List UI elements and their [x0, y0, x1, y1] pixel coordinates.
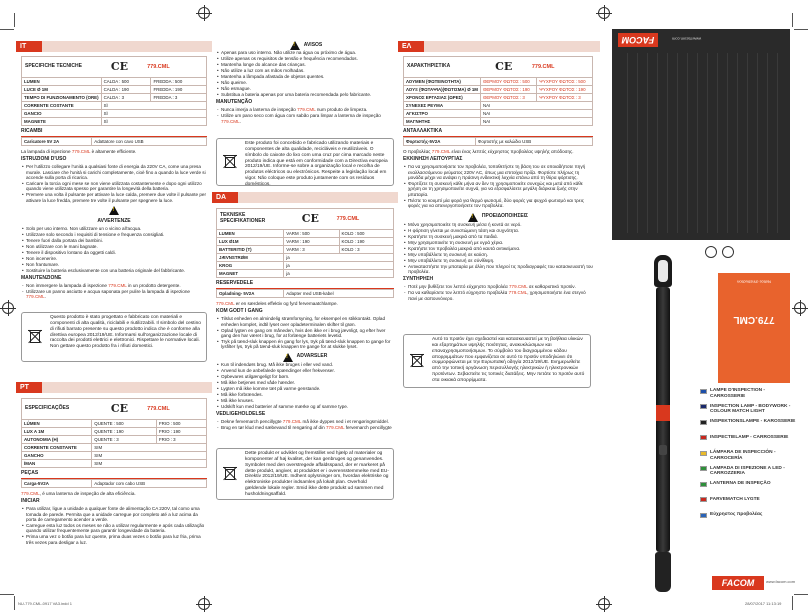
pt-spare-title: PEÇAS: [21, 471, 207, 479]
da-spec-header: [216, 208, 394, 229]
pt-maint-title: MANUTENÇÃO: [216, 99, 253, 106]
el-model: 779.CML: [531, 63, 555, 70]
list-item: LÁMPARA DE INSPECCIÓN - CARROCERÍA: [700, 450, 800, 466]
table-row: GANCHO SIM: [22, 452, 207, 460]
pt-delivered: 779.CML, é uma lanterna de inspeção de alta eficiência.: [21, 490, 136, 496]
list-item: INSPECTION LAMP - BODYWORK - COLOUR MATCH LIGHT: [700, 404, 800, 420]
table-row: LUX Ø1M VARM : 190 KOLD : 190: [217, 238, 394, 246]
lang-tab-it: IT: [16, 41, 42, 52]
warning-icon: [109, 206, 119, 215]
lang-tab-da: DA: [212, 192, 238, 203]
list-item: • Πιέστε το κουμπί μία φορά για θερμό φωτισμό, δύο φορές για ψυχρό φωτισμό και τρεις φορές για να απενεργοποιήσετε τον προβολέα.: [403, 198, 593, 209]
registration-mark-icon: [598, 7, 610, 19]
el-spare-title: ΑΝΤΑΛΛΑΚΤΙΚΑ: [403, 129, 593, 137]
facom-logo-small: FACOM: [618, 33, 658, 47]
da-delivered: 779.CML er en særdeles effektiv og fyrd fervemaatchlampe.: [216, 300, 338, 306]
list-item: • Για να χρησιμοποιήσετε τον προβολέα, τοποθετήστε τη βάση του σε οποιαδήποτε πηγή εναλλασσόμενου ρεύματος 220V AC, όπως μια επιτοίχια πρίζα. Φορτίστε πλήρως τη μονάδα μέχρι να ανάψει η πράσινη ενδεικτική λυχνία επάνω από τη θύρα φόρτισης.: [403, 164, 593, 180]
list-item: - Nunca imerja a lanterna de inspeção 779.CML num produto de limpeza.: [216, 107, 396, 112]
list-item: • Φορτίζετε τη συσκευή κάθε μήνα αν δεν τη χρησιμοποιείτε συνεχώς και μετά από κάθε χρήση αν τη χρησιμοποιείτε συχνά, για να εξασφαλίσετε μεγάλη διάρκεια ζωής στην μπαταρία.: [403, 181, 593, 197]
it-column: [21, 56, 207, 306]
footer-file: NU-779.CML-0917 VA3.indd 1: [18, 601, 72, 606]
list-item: • Apenas para uso interno. Não utilize na água ou próximo de água.: [216, 50, 396, 55]
list-item: • Utilizzare solo secondo i requisiti di tensione e frequenza consigliati.: [21, 232, 207, 237]
table-row: JÆVNSTRØM ja: [217, 254, 394, 262]
da-spec-title: TEKNISKE SPECIFIKATIONER: [220, 212, 266, 224]
table-row: LUMEN VARM : 500 KOLD : 500: [217, 230, 394, 238]
el-spec-table: [403, 77, 593, 126]
list-item: • Tenere fuori dalla portata dei bambini.: [21, 238, 207, 243]
da-maint-title: VEDLIGEHOLDELSE: [216, 411, 266, 418]
safety-icon: [705, 246, 717, 258]
crossed-bin-icon: [223, 466, 237, 482]
lang-bar: [16, 382, 212, 393]
pt-spec-title: ESPECIFICAÇÕES: [25, 405, 70, 412]
list-item: • Oplad lygten en gang om måneden, hvis den ikke er i brug jævnligt, og efter hver gang den har været i brug, for at forlænge batteriets levetid.: [216, 328, 394, 339]
el-recycle-text: Αυτό το προϊόν έχει σχεδιαστεί και κατασκευαστεί με τη βοήθεια υλικών και εξαρτημάτων υψηλής ποιότητας, ανακυκλώσιμων και επαναχρησιμοποιήσιμων. Το σύμβολο του διαγραμμένου κάδου απορριμμάτων που εμφανίζεται σε αυτό το προϊόν υποδηλώνει ότι συμμορφώνεται με την Ευρωπαϊκή οδηγία 2012/19/UE. Ενημερωθείτε από την τοπική οργάνωση περισυλλογής ηλεκτρικών ή ηλεκτρονικών προϊόντων. Σεβαστείτε τις τοπικές διατάξεις. Μην πετάτε το προϊόν αυτό στα οικιακά απορρίμματα.: [432, 337, 585, 383]
flag-icon: [700, 482, 707, 487]
list-item: • Κρατήστε τη συσκευή μακριά από τα παιδιά.: [403, 234, 593, 239]
it-model: 779.CML: [147, 63, 170, 70]
it-recycle-text: Questo prodotto è stato progettato e fabbricato con materiali e componenti di alta qualità, riciclabili e riutilizzabili. Il simbolo del cestino di rifiuti barrato presente su questo prodotto indica che è conforme alla direttiva europea 2012/19/UE. Informarsi sull'organizzazione locale di raccolta dei prodotti elettrici e elettronici. Rispettare le normative locali. Non gettare questo prodotto fra i rifiuti domestici.: [50, 315, 201, 350]
el-spare-table: [403, 137, 593, 146]
da-recycle-box: [216, 448, 394, 500]
registration-mark-icon: [2, 302, 14, 314]
list-item: • Lygten må ikke komme tæt på varme genstande.: [216, 386, 394, 391]
list-item: • Non frantumare.: [21, 262, 207, 267]
list-item: LAMPADA DI ISPEZIONE A LED - CARROZZERIA: [700, 466, 800, 482]
list-item: - Utilize um pano seco com água com sabão para limpar a lanterna de inspeção 779.CML.: [216, 113, 396, 124]
list-item: • Κρατήστε τον προβολέα μακριά από καυτά αντικείμενα.: [403, 246, 593, 251]
list-item: • Må ikke knuses.: [216, 398, 394, 403]
list-item: • Μην χρησιμοποιείτε τη συσκευή με υγρά χέρια.: [403, 240, 593, 245]
list-item: - Ποτέ μην βυθίζετε τον λεπτό εύχρηστο προβολέα 779.CML σε καθαριστικό προϊόν.: [403, 284, 593, 289]
list-item: FARVEMATCH LYGTE: [700, 497, 800, 513]
da-warn-title: ADVARSLER: [296, 353, 328, 360]
list-item: • Não utilize a luz com as mãos molhadas.: [216, 68, 396, 73]
list-item: • Μην υποβάλλετε τη συσκευή σε καύση.: [403, 252, 593, 257]
cover-address-panel: [612, 29, 790, 240]
flag-icon: [700, 466, 707, 471]
it-spec-title: SPECIFICHE TECNICHE: [25, 63, 82, 70]
list-item: • Premere una volta il pulsante per attivare la luce calda, premere due volte il pulsante per attivare la luce fredda, premere tre volte il pulsante per spegnere la luce.: [21, 192, 207, 203]
el-column: [403, 56, 593, 326]
list-item: • Μόνο χρησιμοποιείτε τη συσκευή μέσα ή κοντά σε νερό.: [403, 222, 593, 227]
table-row: Opladning- 5V2A Adapter med USB-kabel: [217, 289, 394, 297]
it-warn-title: AVVERTENZE: [97, 217, 131, 224]
table-row: ΛΟΥΞ (ΦΩΤΑΨΙΑ)(ΦΩΤΙΣΜΑ) Ø 1M ΘΕΡΜΟΥ ΦΩΤΟΣ : 190 ΨΥΧΡΟΥ ΦΩΤΟΣ : 190: [404, 86, 593, 94]
list-item: • Opbevares utilgængeligt for børn.: [216, 374, 394, 379]
safety-icon: [722, 246, 734, 258]
registration-mark-icon: [794, 302, 806, 314]
da-instr-title: KOM GODT I GANG: [216, 308, 263, 315]
el-spec-header: [403, 56, 593, 77]
pt-instr-title: INICIAR: [21, 498, 40, 505]
el-instr-title: ΕΚΚΙΝΗΣΗ ΛΕΙΤΟΥΡΓΙΑΣ: [403, 156, 463, 163]
registration-mark-icon: [198, 598, 210, 610]
list-item: • Udskift kun med batterier af samme mærke og af samme type.: [216, 404, 394, 409]
flag-icon: [700, 497, 707, 502]
lang-tab-el: ΕΛ: [398, 41, 424, 52]
flag-icon: [700, 420, 707, 425]
table-row: MAGNETE SÌ: [22, 118, 207, 126]
list-item: - Brug en tør klud med sæbevand til rengøring af din 779.CML fervemarch pencillygte: [216, 425, 394, 430]
list-item: - Για να καθαρίσετε τον λεπτό εύχρηστο προβολέα 779.CML, χρησιμοποιήστε ένα στεγνό πανί με σαπουνόνερο.: [403, 290, 593, 301]
da-column: [216, 208, 394, 448]
list-item: • Solo per uso interno. Non utilizzare un o vicino all'acqua.: [21, 226, 207, 231]
el-delivered: Ο προβολέας 779.CML είναι ένας λεπτός εύχρηστος προβολέας υψηλής απόδοσης.: [403, 148, 574, 154]
table-row: ΧΡΟΝΟΣ ΕΡΓΑΣΙΑΣ (ΩΡΕΣ) ΘΕΡΜΟΥ ΦΩΤΟΣ : 3 ΨΥΧΡΟΥ ΦΩΤΟΣ : 3: [404, 94, 593, 102]
list-item: INSPEKTIONSLAMPE - KAROSSERIE: [700, 419, 800, 435]
table-row: GANCIO SÌ: [22, 110, 207, 118]
list-item: • Tryk på tænd-sluk knappen én gang for lys, tryk på tænd-sluk knappen to gange for lysfilter lys, tryk på tænd-sluk knappen tre gange for at slukke lyset.: [216, 339, 394, 350]
warning-icon: [290, 41, 300, 50]
list-item: • Non incenerire.: [21, 256, 207, 261]
product-list: [700, 388, 800, 528]
table-row: ÍMAN SIM: [22, 460, 207, 468]
da-recycle-text: Dette produkt er udviklet og fremstillet ved hjælp af materialer og komponenter af høj kvalitet, der kan genbruges og genanvendes. Symbolet med den overstregede affaldsspand, der er markeret på dette produkt, angiver, at produktet er i overensstemmelse med EU-Direktiv 2012/19/UE. Indhent oplysninger om, hvordan elektriske og elektroniske produkter indsamles på lokalt plan. Overhold gældende lokale regler. Smid ikke dette produkt ud sammen med husholdningsaffald.: [245, 451, 389, 497]
table-row: KROG ja: [217, 262, 394, 270]
lang-tab-pt: PT: [16, 382, 42, 393]
table-row: Φορτιστής-5V2A Φορτιστής με καλώδιο USB: [404, 137, 593, 145]
el-recycle-box: [403, 334, 591, 388]
it-spec-header: [21, 56, 207, 77]
list-item: • Caricare la torcia ogni mese se non viene utilizzata costantemente e dopo ogni utilizzo quando viene utilizzata spesso per garantire la longevità della batteria.: [21, 181, 207, 192]
list-item: • Mantenha longe do alcance das crianças.: [216, 62, 396, 67]
registration-mark-icon: [198, 7, 210, 19]
lang-bar: [16, 41, 212, 52]
crossed-bin-icon: [28, 329, 42, 345]
table-row: MAGNET ja: [217, 270, 394, 278]
el-warn-title: ΠΡΟΕΙΔΟΠΟΙΗΣΕΙΣ: [481, 213, 529, 220]
table-row: ΛΟΥΜΕΝ (ΦΩΤΕΙΝΟΤΗΤΑ) ΘΕΡΜΟΥ ΦΩΤΟΣ : 500 ΨΥΧΡΟΥ ΦΩΤΟΣ : 500: [404, 78, 593, 86]
da-spare-title: RESERVEDELE: [216, 281, 394, 289]
list-item: • Anvend kun de anbefalede spændinger eller frekvenser.: [216, 368, 394, 373]
list-item: • Não queime.: [216, 80, 396, 85]
list-item: - Utilizzare un panno asciutto e acqua saponata per pulire la lampada di ispezione 779.CML.: [21, 289, 207, 300]
list-item: • Per l'utilizzo collegare l'unità a qualsiasi fonte di energia da 220V CA, come una presa murale. Lasciare che l'unità si carichi completamente, cioè fino a quando la luce verde si accende sulla porta di ricarica.: [21, 164, 207, 180]
flag-icon: [700, 404, 707, 409]
list-item: • Para utilizar, ligue a unidade a qualquer fonte de alimentação CA 220V, tal como uma tomada de parede. Permita que a unidade carregue por completo até a luz acima da porta de carregamento acender a verde.: [21, 506, 207, 522]
ce-mark-icon: CE: [495, 59, 513, 73]
list-item: • Não esmague.: [216, 86, 396, 91]
list-item: • Tenere il dispositivo lontano da oggetti caldi.: [21, 250, 207, 255]
crossed-bin-icon: [410, 353, 424, 369]
pt-recycle-text: Este produto foi concebido e fabricado utilizando materiais e componentes de alta qualidade, recicláveis e reutilizáveis. O símbolo do caixote do lixo com uma cruz por cima marcado neste produto indica que está em conformidade com a Directiva europeia 2012/19/UE. Informe-se sobre a organização local e recolha de produtos eléctricos ou electrónicos. Respeite a legislação local em vigor. Não coloque este produto juntamente com os resíduos domésticos.: [245, 141, 388, 187]
list-item: • Μην υποβάλλετε τη συσκευή σε σύνθλιψη.: [403, 258, 593, 263]
table-row: LUCE Ø 1M CALDA : 190 FREDDA : 190: [22, 86, 207, 94]
flag-icon: [700, 435, 707, 440]
list-item: - Non immergere la lampada di ispezione 779.CML in un prodotto detergente.: [21, 283, 207, 288]
list-item: • Non utilizzare con le mani bagnate.: [21, 244, 207, 249]
table-row: AUTONOMIA (H) QUENTE : 3 FRIO : 3: [22, 436, 207, 444]
cover-website: www.facom.com: [672, 36, 702, 42]
list-item: • Sostituire la batteria esclusivamente con una batteria originale del fabbricante.: [21, 268, 207, 273]
it-spare-title: RICAMBI: [21, 129, 207, 137]
table-row: Caricatore 5V 2A Adattatore con cavo USB: [22, 137, 207, 145]
table-row: LÚMEN QUENTE : 500 FRIO : 500: [22, 420, 207, 428]
list-item: • Substitua a bateria apenas por uma bateria recomendada pelo fabricante.: [216, 92, 396, 97]
table-row: CORRENTE COSTANTE SÌ: [22, 102, 207, 110]
ce-mark-icon: CE: [110, 401, 129, 415]
cover-website-bottom: www.facom.com: [766, 579, 796, 584]
ce-mark-icon: CE: [110, 59, 129, 73]
list-item: • Mantenha a lâmpada afastada de objetos quentes.: [216, 74, 396, 79]
footer-date: 28/07/2017 11:13:19: [745, 601, 782, 606]
facom-logo: FACOM: [712, 576, 764, 590]
it-recycle-box: [21, 312, 207, 362]
pt-recycle-box: [216, 138, 394, 186]
table-row: ΑΓΚΙΣΤΡΟ ΝΑΙ: [404, 110, 593, 118]
cover-notice: Notice d'instruction: [737, 279, 771, 285]
it-instr-title: ISTRUZIONI D'USO: [21, 156, 67, 163]
list-item: LANTERNA DE INSPEÇÃO: [700, 481, 800, 497]
cover-model: 779.CML: [733, 313, 775, 325]
cover-orange-badge: [718, 273, 790, 383]
lang-bar: [398, 41, 600, 52]
warning-icon: [468, 213, 478, 222]
list-item: • Carregue esta luz todos os meses se não a utilizar regularmente e após cada utilização quando utilizar frequentemente para garantir longevidade da bateria.: [21, 523, 207, 534]
lang-bar: [212, 192, 398, 203]
flag-icon: [700, 451, 707, 456]
crossed-bin-icon: [223, 154, 237, 170]
table-row: ΣΥΝΕΧΕΣ ΡΕΥΜΑ ΝΑΙ: [404, 102, 593, 110]
list-item: INSPECTIELAMP - CARROSSERIE: [700, 435, 800, 451]
flag-icon: [700, 513, 707, 518]
list-item: • Αντικαταστήστε την μπαταρία με άλλη που πληροί τις προδιαγραφές του κατασκευαστή του προβολέα.: [403, 264, 593, 275]
table-row: LUMEN CALDA : 500 FREDDA : 500: [22, 78, 207, 86]
list-item: • Må ikke betjenes med våde hænder.: [216, 380, 394, 385]
da-spec-table: [216, 229, 394, 278]
it-delivered: La lampada di ispezione 779.CML è altamente efficiente.: [21, 148, 137, 154]
address-columns: [618, 53, 784, 233]
list-item: • Utilize apenas os requisitos de tensão e frequência recomendados.: [216, 56, 396, 61]
pt-warn-title: AVISOS: [303, 41, 323, 48]
table-row: ΜΑΓΝΗΤΗΣ ΝΑΙ: [404, 118, 593, 126]
flag-icon: [700, 389, 707, 394]
el-spec-title: ΧΑΡΑΚΤΗΡΙΣΤΙΚΑ: [407, 63, 451, 70]
table-row: CORRENTE CONSTANTE SIM: [22, 444, 207, 452]
table-row: TEMPO DI FUNZIONAMENTO (ORE) CALDA : 3 FREDDA : 3: [22, 94, 207, 102]
list-item: • Prima uma vez o botão para luz quente, prima duas vezes o botão para luz fria, prima três vezes para desligar a luz.: [21, 534, 207, 545]
list-item: • Tilslut enheden en almindelig strømforsyning, for eksempel en stikkontakt. Oplad enheden komplet, indtil lyset over opladeterminalen skifter til grøn.: [216, 316, 394, 327]
pt-spare-table: [21, 479, 207, 488]
pt-column: [21, 398, 207, 594]
warning-icon: [283, 353, 293, 362]
it-spare-table: [21, 137, 207, 146]
ce-mark-icon: CE: [301, 211, 319, 225]
list-item: • Kun til indendørs brug. Må ikke bruges i eller ved vand.: [216, 362, 394, 367]
table-row: BATTERITID (T) VARM : 3 KOLD : 3: [217, 246, 394, 254]
table-row: Carga-5V2A Adaptador com cabo USB: [22, 479, 207, 487]
da-model: 779.CML: [336, 215, 360, 222]
da-spare-table: [216, 289, 394, 298]
list-item: Εύχρηστος προβολέας: [700, 512, 800, 528]
list-item: - Dekne fervemarch pencillygte 779.CML må ikke dyppes ned i et rengøringsmiddel.: [216, 419, 394, 424]
el-maint-title: ΣΥΝΤΗΡΗΣΗ: [403, 276, 434, 283]
it-spec-table: [21, 77, 207, 126]
list-item: • Η φόρτιση γίνεται με συνιστώμενη τάση και συχνότητα.: [403, 228, 593, 233]
pt-spec-table: [21, 419, 207, 468]
registration-mark-icon: [598, 598, 610, 610]
pt-model: 779.CML: [147, 405, 170, 412]
table-row: LUX A 1M QUENTE : 190 FRIO : 190: [22, 428, 207, 436]
list-item: • Må ikke forbrændes.: [216, 392, 394, 397]
pt-spec-header: [21, 398, 207, 419]
it-maint-title: MANUTENZIONE: [21, 274, 62, 281]
inspection-lamp-image: [648, 255, 678, 592]
list-item: LAMPE D'INSPECTION - CARROSSERIE: [700, 388, 800, 404]
